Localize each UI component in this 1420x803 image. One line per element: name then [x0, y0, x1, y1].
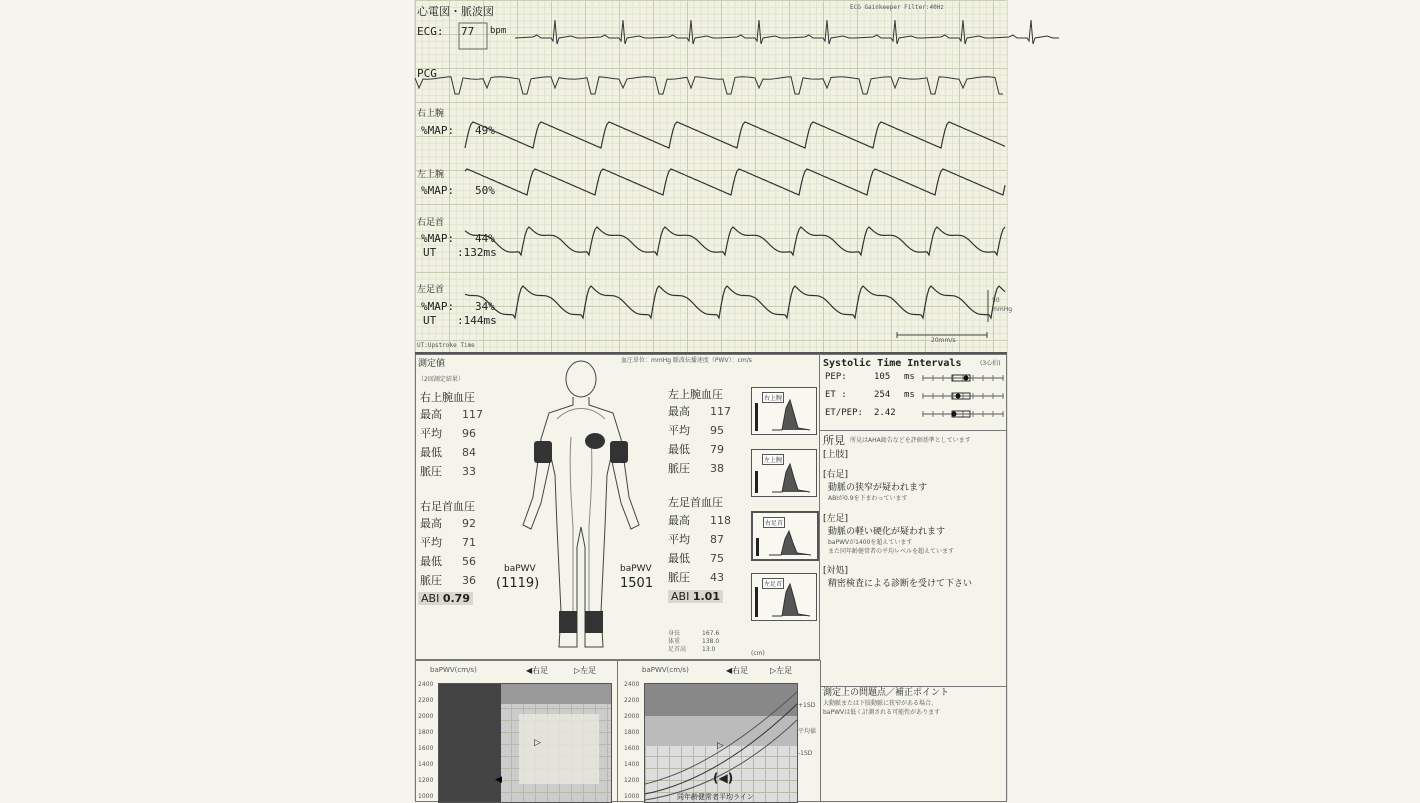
sti-label: ET : [825, 390, 847, 400]
right-leg-note: ABIが0.9を下まわっています [828, 495, 908, 502]
ch2-map-label: %MAP: [421, 184, 455, 197]
sti-title: Systolic Time Intervals [823, 358, 962, 369]
chart-y-tick: 1800 [624, 729, 640, 736]
ch4-site: 左足首 [417, 285, 445, 295]
sti-scale [922, 391, 1004, 401]
right-ankle-row-label: 脈圧 [420, 574, 442, 587]
waveform-panel [415, 0, 1013, 352]
body-diagram [511, 357, 654, 657]
measurement-panel [415, 354, 821, 660]
right-arm-row-label: 最低 [420, 446, 442, 459]
mini-wave-right-ankle: 右足首 [751, 511, 819, 561]
right-ankle-row-label: 平均 [420, 536, 442, 549]
left-leg-heading: [左足] [823, 514, 849, 524]
height-label: 体重 [668, 638, 681, 645]
chart2-legend-right: ◀右足 [726, 666, 749, 675]
right-ankle-title: 右足首血圧 [420, 500, 475, 513]
height-value: 138.0 [702, 638, 720, 645]
findings-panel [819, 430, 1007, 688]
ch4-map: 34% [475, 300, 495, 313]
chart-y-tick: 2200 [418, 697, 434, 704]
pulse-line-1 [465, 122, 1005, 148]
sti-title-note: (3心拍) [980, 360, 1001, 367]
ch4-ut-label: UT [423, 314, 437, 327]
left-abi-value: 1.01 [692, 590, 720, 603]
height-label: 身長 [668, 630, 681, 637]
left-arm-row-label: 最高 [668, 405, 690, 418]
right-abi-badge [418, 592, 473, 605]
sti-panel [819, 354, 1007, 432]
chart-y-tick: 1200 [418, 777, 434, 784]
sti-label: PEP: [825, 372, 847, 382]
left-leg-note1: baPWVが1400を超えています [828, 539, 913, 546]
chart2-left-marker: ▷ [717, 741, 724, 751]
left-ankle-row-label: 平均 [668, 533, 690, 546]
sti-label: ET/PEP: [825, 408, 863, 418]
right-leg-main: 動脈の狭窄が疑われます [828, 483, 928, 493]
chart2-caption: 同年齢健常者平均ライン [677, 793, 754, 801]
upper-limb-heading: [上肢] [823, 450, 849, 460]
pwv-left-label: baPWV [620, 564, 652, 574]
right-ankle-row-value: 56 [462, 555, 476, 568]
scale-amp: 50 [992, 297, 1000, 304]
problems-title: 測定上の問題点／補正ポイント [823, 688, 950, 698]
measurement-title: 測定値 [418, 359, 446, 369]
right-abi-label: ABI [421, 592, 440, 605]
unit-note: 血圧単位：mmHg 脈波伝播速度（PWV）：cm/s [621, 357, 752, 364]
ch1-map: 49% [475, 124, 495, 137]
chart-y-tick: 1800 [418, 729, 434, 736]
scale-amp-unit: mmHg [992, 306, 1013, 313]
waveform-traces [415, 0, 1007, 352]
ch4-ut: :144ms [457, 314, 497, 327]
chart1-legend-left: ▷左足 [574, 666, 597, 675]
measurement-subtitle: （2回測定結果） [418, 376, 464, 383]
chart-y-tick: 2400 [418, 681, 434, 688]
right-ankle-row-value: 71 [462, 536, 476, 549]
right-ankle-row-label: 最低 [420, 555, 442, 568]
chart-y-tick: 2000 [624, 713, 640, 720]
pwv-right-label: baPWV [504, 564, 536, 574]
ch2-site: 左上腕 [417, 170, 445, 180]
left-leg-main: 動脈の軽い硬化が疑われます [828, 527, 946, 537]
sti-scale [922, 373, 1004, 383]
ch3-ut-label: UT [423, 246, 437, 259]
left-ankle-row-value: 118 [710, 514, 731, 527]
report-title: 心電図・脈波図 [417, 5, 494, 18]
ch1-map-label: %MAP: [421, 124, 455, 137]
pcg-trace [415, 77, 1003, 94]
chart1-dark-band [439, 684, 501, 802]
chart2-legend-left: ▷左足 [770, 666, 793, 675]
ch3-map: 44% [475, 232, 495, 245]
pcg-label: PCG [417, 67, 437, 80]
footnote: UT:Upstroke Time [417, 342, 475, 349]
scale-time: 20mm/s [931, 337, 956, 344]
left-ankle-title: 左足首血圧 [668, 496, 723, 509]
chart2-ylabel: baPWV(cm/s) [642, 666, 689, 674]
right-abi-value: 0.79 [442, 592, 470, 605]
chart-y-tick: 1600 [418, 745, 434, 752]
chart1-left-marker: ▷ [534, 738, 541, 748]
left-arm-row-label: 最低 [668, 443, 690, 456]
chart2-mean: 平均値 [798, 728, 817, 735]
ch3-ut: :132ms [457, 246, 497, 259]
height-label: 足首高 [668, 646, 687, 653]
action-heading: [対処] [823, 566, 849, 576]
ecg-unit: bpm [490, 26, 507, 36]
chart1-ylabel: baPWV(cm/s) [430, 666, 477, 674]
right-arm-row-value: 84 [462, 446, 476, 459]
height-value: 167.6 [702, 630, 720, 637]
right-arm-row-label: 平均 [420, 427, 442, 440]
ecg-rate: 77 [461, 25, 475, 38]
left-leg-note2: また同年齢健常者の平均レベルを超えています [828, 548, 955, 555]
chart-y-tick: 1200 [624, 777, 640, 784]
chart1-right-marker: ◀ [495, 775, 502, 785]
pulse-line-4 [465, 286, 1005, 318]
left-ankle-row-value: 43 [710, 571, 724, 584]
pwv-left-value: 1501 [620, 576, 654, 591]
pwv-chart-1 [415, 660, 619, 802]
left-arm-row-value: 38 [710, 462, 724, 475]
right-ankle-row-label: 最高 [420, 517, 442, 530]
left-ankle-row-value: 75 [710, 552, 724, 565]
left-ankle-row-label: 脈圧 [668, 571, 690, 584]
chart-y-tick: 1400 [418, 761, 434, 768]
ch4-map-label: %MAP: [421, 300, 455, 313]
problems-line1: 大動脈または下肢動脈に狭窄がある場合、 [823, 700, 938, 707]
right-arm-row-label: 最高 [420, 408, 442, 421]
left-abi-badge [668, 590, 723, 603]
sti-unit: ms [904, 372, 915, 382]
mini-wave-right-arm: 右上腕 [751, 387, 817, 435]
chart2-minus-sd: -1SD [798, 750, 813, 757]
pwv-right-value: (1119) [496, 576, 540, 591]
chart2-plot [644, 683, 798, 803]
ch1-site: 右上腕 [417, 109, 445, 119]
right-arm-row-value: 117 [462, 408, 483, 421]
sti-scale [922, 409, 1004, 419]
left-arm-row-value: 95 [710, 424, 724, 437]
ecg-label: ECG: [417, 25, 444, 38]
ecg-settings: ECG Gainkeeper Filter:40Hz [850, 4, 944, 11]
height-unit: (cm) [751, 650, 765, 657]
ch3-site: 右足首 [417, 218, 445, 228]
chart2-plus-sd: +1SD [798, 702, 816, 709]
findings-note: 所見はAHA勧告などを評価基準としています [850, 437, 971, 444]
right-ankle-row-value: 92 [462, 517, 476, 530]
sti-value: 105 [874, 372, 891, 382]
left-arm-row-label: 脈圧 [668, 462, 690, 475]
sti-value: 254 [874, 390, 891, 400]
right-ankle-row-value: 36 [462, 574, 476, 587]
pulse-line-3 [465, 227, 1005, 255]
left-arm-row-label: 平均 [668, 424, 690, 437]
left-abi-label: ABI [671, 590, 690, 603]
right-arm-title: 右上腕血圧 [420, 391, 475, 404]
findings-title: 所見 [823, 434, 845, 447]
sti-value: 2.42 [874, 408, 896, 418]
pwv-chart-2 [617, 660, 821, 802]
left-ankle-row-label: 最高 [668, 514, 690, 527]
left-ankle-row-value: 87 [710, 533, 724, 546]
ch2-map: 50% [475, 184, 495, 197]
left-arm-title: 左上腕血圧 [668, 388, 723, 401]
chart1-plot [438, 683, 612, 803]
pulse-line-2 [465, 169, 1005, 195]
action-text: 精密検査による診断を受けて下さい [828, 579, 973, 589]
ecg-trace [515, 20, 1059, 44]
pulse-traces [465, 122, 1005, 318]
height-value: 13.0 [702, 646, 716, 653]
chart-y-tick: 2200 [624, 697, 640, 704]
problems-line2: baPWVは低く計測される可能性があります [823, 709, 941, 716]
right-arm-row-value: 33 [462, 465, 476, 478]
left-arm-row-value: 79 [710, 443, 724, 456]
chart-y-tick: 2400 [624, 681, 640, 688]
right-arm-row-value: 96 [462, 427, 476, 440]
problems-panel [819, 686, 1007, 802]
right-arm-row-label: 脈圧 [420, 465, 442, 478]
chart-y-tick: 1000 [624, 793, 640, 800]
sti-unit: ms [904, 390, 915, 400]
mini-wave-left-ankle: 左足首 [751, 573, 817, 621]
chart-y-tick: 1400 [624, 761, 640, 768]
chart-y-tick: 2000 [418, 713, 434, 720]
ch3-map-label: %MAP: [421, 232, 455, 245]
ecg-line [515, 20, 1059, 44]
pcg-line [415, 77, 1003, 94]
left-arm-row-value: 117 [710, 405, 731, 418]
right-leg-heading: [右足] [823, 470, 849, 480]
chart2-right-marker: (◀) [713, 771, 734, 785]
left-ankle-row-label: 最低 [668, 552, 690, 565]
chart-y-tick: 1000 [418, 793, 434, 800]
chart-y-tick: 1600 [624, 745, 640, 752]
mini-wave-left-arm: 左上腕 [751, 449, 817, 497]
report-sheet [415, 0, 1013, 801]
chart1-legend-right: ◀右足 [526, 666, 549, 675]
